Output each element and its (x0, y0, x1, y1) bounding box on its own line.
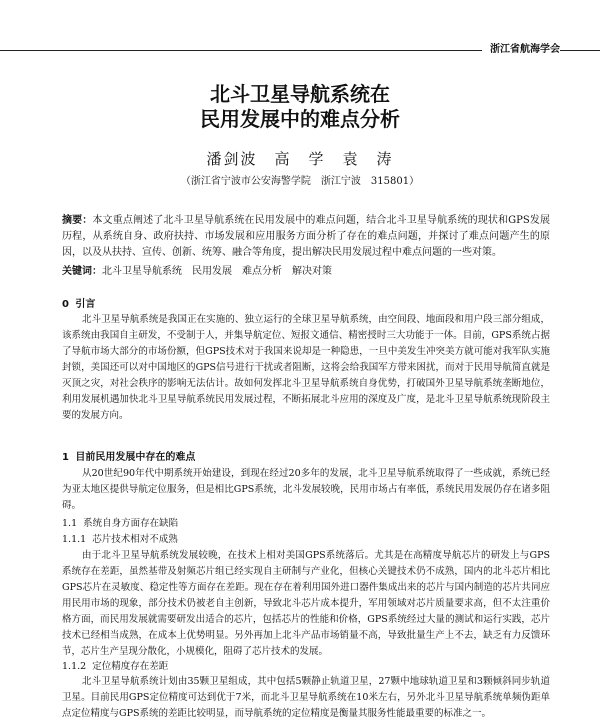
subsection-title: 芯片技术相对不成熟 (92, 534, 178, 545)
section-title: 目前民用发展中存在的难点 (75, 452, 196, 463)
paragraph-1-1-2: 北斗卫星导航系统计划由35颗卫星组成，其中包括5颗静止轨道卫星，27颗中地球轨道卫星和3颗倾斜同步轨道卫星。目前民用GPS定位精度可达到优于7米，而北斗卫星导航系统在10米左右，另外北斗卫星导航系统单频伪距单点定位精度与GPS系统的差距比较明显，而导航系统的定位精度是衡量其服务性能最重要的标准之一。 (62, 676, 550, 719)
article-title-line-2: 民用发展中的难点分析 (200, 107, 400, 131)
keywords-text: 北斗卫星导航系统 民用发展 难点分析 解决对策 (102, 266, 332, 277)
subsection-number: 1.1.2 (62, 661, 87, 672)
abstract-label: 摘要： (62, 215, 93, 226)
section-number: 0 (62, 299, 69, 310)
subsection-heading-1-1 (62, 517, 178, 531)
author-affiliation: （浙江省宁波市公安海警学院 浙江宁波 315801） (180, 176, 420, 187)
running-header (0, 42, 600, 60)
abstract-text: 本文重点阐述了北斗卫星导航系统在民用发展中的难点问题，结合北斗卫星导航系统的现状和GPS发展历程，从系统自身、政府扶持、市场发展和应用服务方面分析了存在的难点问题，并探讨了难点问题产生的原因，以及从扶持、宣传、创新、统筹、融合等角度，提出解决民用发展过程中难点问题的一些对策。 (62, 215, 550, 258)
subsection-heading-1-1-1 (62, 533, 178, 547)
journal-tag: 浙江省航海学会 (482, 42, 560, 58)
subsection-title: 定位精度存在差距 (92, 661, 169, 672)
section-heading-0 (62, 298, 95, 312)
article-title-line-1: 北斗卫星导航系统在 (210, 82, 390, 106)
subsection-number: 1.1.1 (62, 534, 87, 545)
section-title: 引言 (75, 299, 96, 310)
section-number: 1 (62, 452, 69, 463)
section-heading-1 (62, 451, 195, 465)
subsection-heading-1-1-2 (62, 660, 168, 674)
paragraph-intro: 北斗卫星导航系统是我国正在实施的、独立运行的全球卫星导航系统，由空间段、地面段和用户段三部分组成，该系统由我国自主研发，不受制于人，并集导航定位、短报文通信、精密授时三大功能于一体。目前，GPS系统占据了导航市场大部分的市场份额，但GPS技术对于我国来说却是一种隐患，一旦中美发生冲突美方就可能对我军队实施封锁，美国还可以对中国地区的GPS信号进行干扰或者阻断，这将会给我国军方带来困扰，而对于民用导航简直就是灭顶之灾，对社会秩序的影响无法估计。故如何发挥北斗卫星导航系统自身优势，打破国外卫星导航系统垄断地位，利用发展机遇加快北斗卫星导航系统民用发展过程，不断拓展北斗应用的深度及广度，是北斗卫星导航系统现阶段主要的发展方向。 (62, 314, 550, 421)
subsection-number: 1.1 (62, 518, 78, 529)
subsection-title: 系统自身方面存在缺陷 (83, 518, 179, 529)
author-list: 潘剑波 高 学 袁 涛 (206, 150, 394, 168)
abstract (62, 213, 550, 261)
keywords (62, 265, 550, 279)
keywords-label: 关键词： (62, 266, 102, 277)
paragraph-section-1: 从20世纪90年代中期系统开始建设，到现在经过20多年的发展，北斗卫星导航系统取得了一些成就，系统已经为亚太地区提供导航定位服务，但是相比GPS系统，北斗发展较晚，民用市场占有率低，系统民用发展仍存在诸多阻碍。 (62, 468, 550, 511)
paragraph-1-1-1: 由于北斗卫星导航系统发展较晚，在技术上相对美国GPS系统落后。尤其是在高精度导航芯片的研发上与GPS系统存在差距，虽然基带及射频芯片组已经实现自主研制与产业化，但核心关键技术仍不成熟，国内的北斗芯片相比GPS芯片在灵敏度、稳定性等方面存在差距。现在存在着利用国外进口器件集成出来的芯片与国内制造的芯片共同应用民用市场的现象，部分技术仍被老自主创新，导致北斗芯片成本提升，军用领域对芯片质量要求高，但不太注重价格方面，而民用发展就需要研发出适合的芯片，包括芯片的性能和价格，GPS系统经过大量的测试和运行实践，芯片技术已经相当成熟，在成本上优势明显。另外再加上北斗产品市场销量不高，导致批量生产上不去，缺乏有力反馈环节，芯片生产呈现分散化，小规模化，阻碍了芯片技术的发展。 (62, 550, 550, 657)
